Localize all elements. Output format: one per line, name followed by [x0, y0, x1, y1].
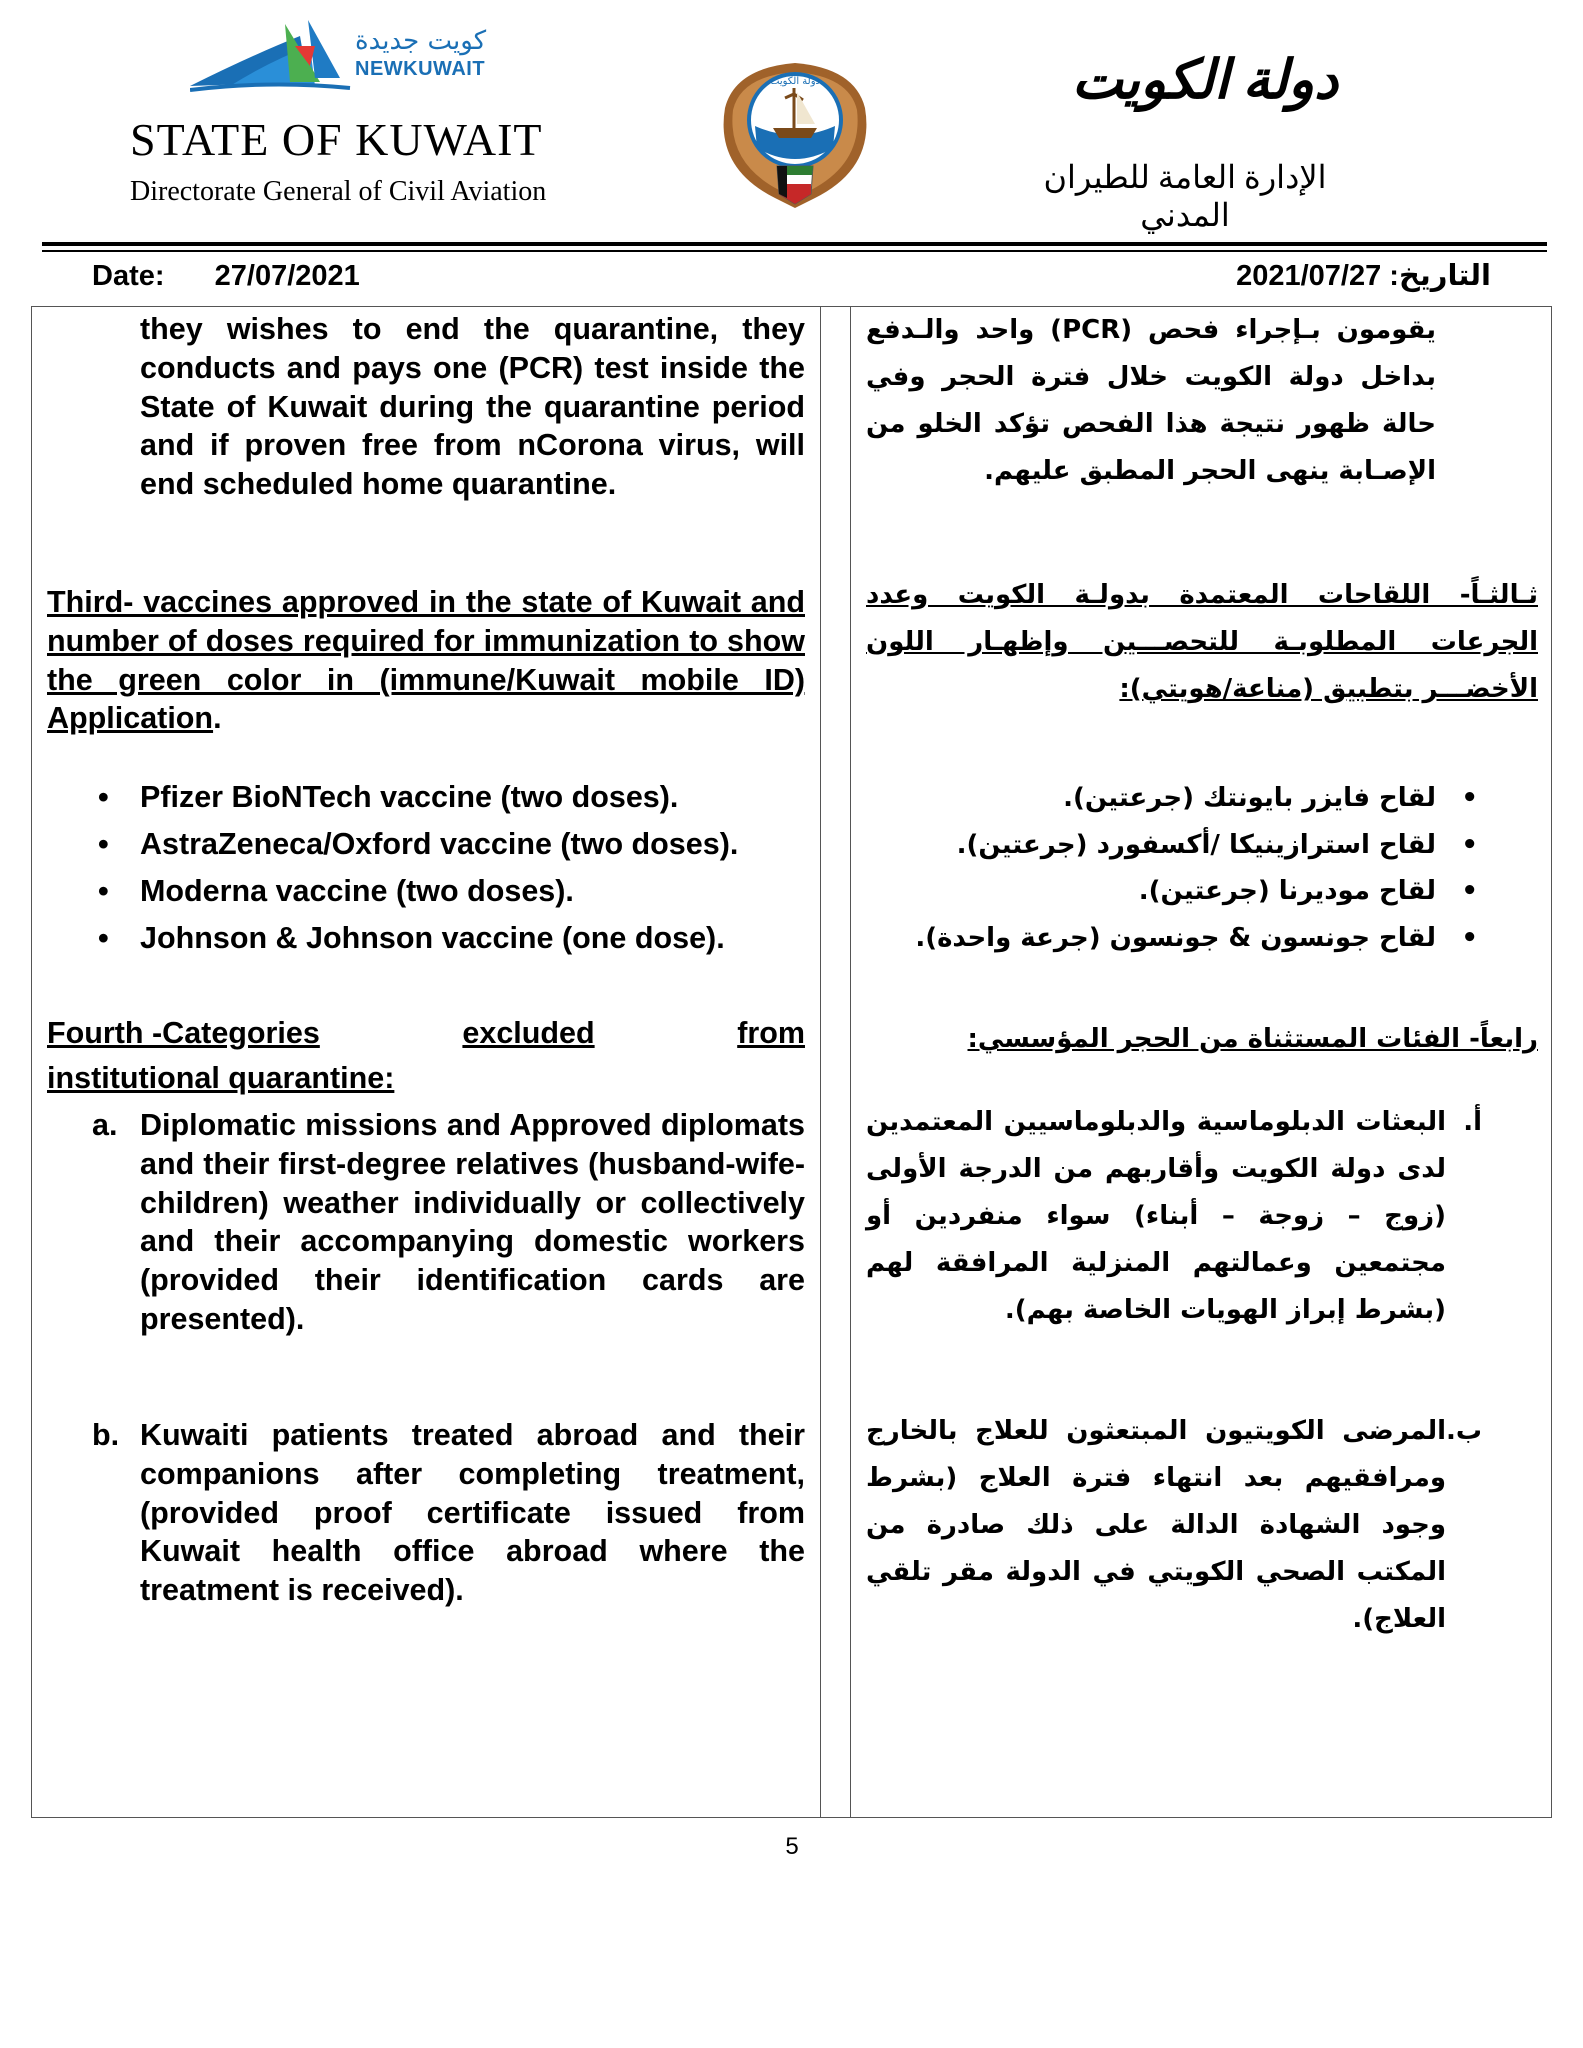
ar-vaccine-list [866, 775, 1478, 961]
list-item: • لقاح جونسون & جونسون (جرعة واحدة). [915, 922, 1478, 953]
list-item: • لقاح استرازينيكا /أكسفورد (جرعتين). [956, 829, 1478, 860]
date-value-ar: 2021/07/27 [1236, 260, 1382, 292]
state-title-ar: دولة الكويت [1071, 50, 1339, 110]
ar-item-a-mark: أ. [1463, 1107, 1482, 1137]
en-item-a [92, 1106, 805, 1339]
ar-item-b-mark: ب. [1445, 1416, 1482, 1446]
en-vaccine-list [98, 774, 820, 962]
en-quarantine-paragraph: they wishes to end the quarantine, they conducts and pays one (PCR) test inside the State of Kuwait during the quarantine period and if proven free from nCorona virus, will end scheduled home quarantine. [140, 312, 805, 502]
column-divider-left [820, 306, 821, 1818]
state-title-en: STATE OF KUWAIT [130, 114, 543, 165]
emblem-text: دولة الكويت [770, 76, 820, 87]
header-rule-thin [42, 250, 1547, 252]
list-item: • لقاح موديرنا (جرعتين). [1138, 876, 1478, 906]
header-rule-thick [42, 242, 1547, 246]
en-item-a-text: Diplomatic missions and Approved diplomats and their first-degree relatives (husband-wife-children) weather individually or collectively and their accompanying domestic workers (provided their identification cards are presented). [140, 1108, 805, 1336]
ar-quarantine-paragraph: يقومون بـإجراء فحص (PCR) واحد والـدفع بداخل دولة الكويت خلال فترة الحجر وفي حالة ظهور نتيجة هذا الفحص تؤكد الخلو من الإصـابة ينهى الحجر المطبق عليهم. [866, 315, 1437, 486]
en-item-b-mark: b. [92, 1418, 120, 1452]
agency-title-en: Directorate General of Civil Aviation [130, 176, 547, 207]
date-label-ar: التاريخ: [1389, 260, 1491, 292]
en-item-b-text: Kuwaiti patients treated abroad and their companions after completing treatment, (provided proof certificate issued from Kuwait health office abroad where the treatment is received). [140, 1418, 805, 1608]
date-ar [1236, 258, 1491, 293]
en-fourth-heading-line1: Fourth -Categories excluded from [47, 1016, 805, 1050]
page-number: 5 [785, 1833, 799, 1860]
ar-third-heading: ثـالثـاً- اللقاحات المعتمدة بدولـة الكويت وعدد الجرعات المطلوبـة للتحصـــين وإظهـار اللون الأخضـــر بتطبيق (مناعة/هويتي): [866, 580, 1538, 704]
list-item: • Pfizer BioNTech vaccine (two doses). [98, 780, 679, 814]
en-item-b [92, 1416, 805, 1610]
en-third-heading-period: . [213, 701, 222, 736]
list-item: • Moderna vaccine (two doses). [98, 874, 574, 908]
list-item: • Johnson & Johnson vaccine (one dose). [98, 921, 725, 955]
ar-item-a-text: البعثات الدبلوماسية والدبلوماسيين المعتمدين لدى دولة الكويت وأقاربهم من الدرجة الأولى (زوج – زوجة – أبناء) سواء منفردين أو مجتمعين وعمالتهم المنزلية المرافقة لهم (بشرط إبراز الهويات الخاصة بهم). [866, 1107, 1446, 1325]
en-third-heading-text: Third- vaccines approved in the state of Kuwait and number of doses required for immunization to show the green color in (immune/Kuwait mobile ID) Application [47, 585, 805, 736]
list-item: • لقاح فايزر بايونتك (جرعتين). [1063, 783, 1478, 813]
date-en [92, 260, 360, 293]
column-divider-right [850, 306, 851, 1818]
ar-item-b [866, 1408, 1482, 1643]
date-value-en: 27/07/2021 [214, 260, 360, 292]
en-third-heading [47, 583, 805, 738]
ar-item-a [866, 1099, 1482, 1334]
new-kuwait-latin-wordmark: NEWKUWAIT [355, 58, 486, 80]
list-item: • AstraZeneca/Oxford vaccine (two doses). [98, 827, 739, 861]
agency-title-ar: الإدارة العامة للطيران المدني [1043, 159, 1327, 233]
en-fourth-heading-line2: institutional quarantine: [47, 1061, 395, 1095]
en-item-a-mark: a. [92, 1108, 118, 1142]
date-label-en: Date: [92, 260, 165, 292]
new-kuwait-arabic-wordmark: كويت جديدة [355, 26, 487, 56]
ar-fourth-heading: رابعاً- الفئات المستثناة من الحجر المؤسسي: [967, 1024, 1538, 1054]
kuwait-emblem-icon [715, 48, 875, 210]
ar-item-b-text: المرضى الكويتيون المبتعثون للعلاج بالخارج ومرافقيهم بعد انتهاء فترة العلاج (بشرط وجود الشهادة الدالة على ذلك صادرة من المكتب الصحي الكويتي في الدولة مقر تلقي العلاج). [866, 1416, 1446, 1634]
